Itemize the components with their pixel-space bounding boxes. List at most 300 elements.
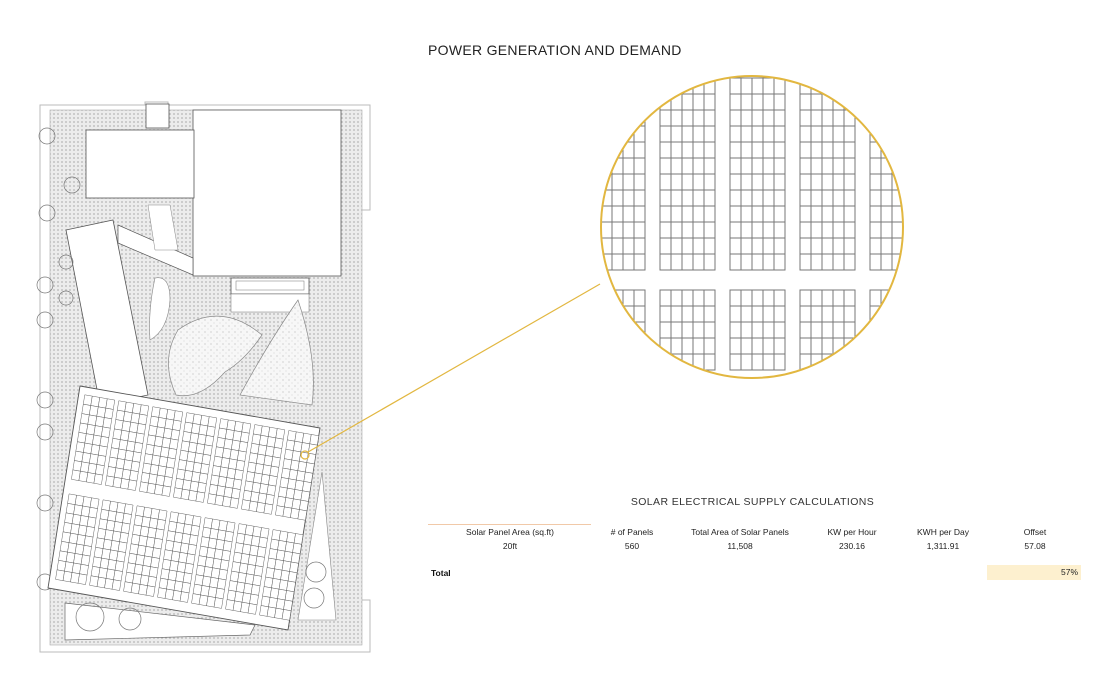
solar-panel-zoomed bbox=[741, 78, 752, 94]
solar-panel-zoomed bbox=[774, 142, 785, 158]
solar-panel-zoomed bbox=[774, 254, 785, 270]
solar-panel-zoomed bbox=[693, 306, 704, 322]
solar-panel-zoomed bbox=[682, 222, 693, 238]
solar-panel-zoomed bbox=[730, 322, 741, 338]
page-title: POWER GENERATION AND DEMAND bbox=[428, 42, 682, 58]
solar-panel-zoomed bbox=[660, 238, 671, 254]
solar-panel-zoomed bbox=[892, 354, 903, 370]
solar-panel-zoomed bbox=[833, 110, 844, 126]
solar-panel-zoomed bbox=[693, 238, 704, 254]
solar-panel-zoomed bbox=[833, 354, 844, 370]
solar-panel-zoomed bbox=[774, 322, 785, 338]
solar-panel-zoomed bbox=[741, 206, 752, 222]
column-panel-area bbox=[430, 525, 590, 553]
solar-panel-zoomed bbox=[741, 190, 752, 206]
solar-panel-zoomed bbox=[811, 142, 822, 158]
solar-panel-zoomed bbox=[704, 206, 715, 222]
solar-panel-zoomed bbox=[892, 110, 903, 126]
column-header: Offset bbox=[1023, 527, 1047, 537]
solar-panel-zoomed bbox=[914, 238, 925, 254]
solar-panel-zoomed bbox=[590, 142, 601, 158]
solar-panel-zoomed bbox=[914, 290, 925, 306]
solar-panel-zoomed bbox=[763, 142, 774, 158]
solar-panel-zoomed bbox=[601, 222, 612, 238]
solar-panel-zoomed bbox=[800, 174, 811, 190]
solar-panel-zoomed bbox=[752, 354, 763, 370]
solar-panel-zoomed bbox=[741, 142, 752, 158]
solar-panel-zoomed bbox=[881, 174, 892, 190]
solar-panel-zoomed bbox=[634, 206, 645, 222]
solar-panel-zoomed bbox=[660, 206, 671, 222]
solar-panel-zoomed bbox=[704, 126, 715, 142]
solar-panel-zoomed bbox=[730, 222, 741, 238]
solar-panel-zoomed bbox=[704, 174, 715, 190]
solar-panel-zoomed bbox=[800, 142, 811, 158]
solar-panel-zoomed bbox=[590, 174, 601, 190]
solar-panel-zoomed bbox=[892, 322, 903, 338]
solar-panel-zoomed bbox=[612, 126, 623, 142]
solar-panel-zoomed bbox=[822, 338, 833, 354]
solar-panel-zoomed bbox=[870, 338, 881, 354]
calc-table-title: SOLAR ELECTRICAL SUPPLY CALCULATIONS bbox=[630, 496, 875, 508]
solar-panel-zoomed bbox=[870, 238, 881, 254]
solar-panel-zoomed bbox=[704, 158, 715, 174]
solar-panel-zoomed bbox=[752, 158, 763, 174]
solar-panel-zoomed bbox=[800, 190, 811, 206]
solar-panel-zoomed bbox=[660, 78, 671, 94]
solar-panel-zoomed bbox=[800, 110, 811, 126]
solar-panel-zoomed bbox=[870, 206, 881, 222]
column-value: 1,311.91 bbox=[926, 541, 960, 551]
solar-panel-zoomed bbox=[822, 306, 833, 322]
solar-panel-zoomed bbox=[903, 158, 914, 174]
solar-panel-zoomed bbox=[601, 290, 612, 306]
solar-panel-zoomed bbox=[914, 338, 925, 354]
solar-panel-zoomed bbox=[741, 254, 752, 270]
solar-panel-zoomed bbox=[693, 190, 704, 206]
solar-panel-zoomed bbox=[693, 126, 704, 142]
solar-panel-zoomed bbox=[634, 254, 645, 270]
solar-panel-zoomed bbox=[590, 254, 601, 270]
solar-panel-zoomed bbox=[763, 222, 774, 238]
column-value: 230.16 bbox=[839, 541, 865, 551]
solar-panel-zoomed bbox=[914, 158, 925, 174]
solar-panel-zoomed bbox=[660, 354, 671, 370]
solar-panel-zoomed bbox=[844, 174, 855, 190]
solar-panel-zoomed bbox=[693, 254, 704, 270]
solar-panel-zoomed bbox=[671, 174, 682, 190]
solar-panel-zoomed bbox=[903, 94, 914, 110]
solar-panel-zoomed bbox=[903, 142, 914, 158]
column-total-area bbox=[675, 525, 805, 553]
solar-panel-zoomed bbox=[741, 322, 752, 338]
solar-panel-zoomed bbox=[833, 322, 844, 338]
solar-panel-zoomed bbox=[601, 158, 612, 174]
solar-panel-zoomed bbox=[741, 126, 752, 142]
solar-panel-zoomed bbox=[612, 322, 623, 338]
solar-panel-zoomed bbox=[682, 290, 693, 306]
solar-panel-zoomed bbox=[704, 354, 715, 370]
solar-panel-zoomed bbox=[741, 174, 752, 190]
solar-panel-zoomed bbox=[914, 78, 925, 94]
solar-panel-zoomed bbox=[844, 142, 855, 158]
solar-panel-zoomed bbox=[774, 222, 785, 238]
solar-panel-zoomed bbox=[671, 126, 682, 142]
solar-panel-zoomed bbox=[903, 78, 914, 94]
solar-panel-zoomed bbox=[811, 174, 822, 190]
solar-panel-zoomed bbox=[870, 354, 881, 370]
solar-panel-zoomed bbox=[763, 290, 774, 306]
solar-panel-zoomed bbox=[634, 238, 645, 254]
solar-panel-zoomed bbox=[774, 306, 785, 322]
solar-panel-zoomed bbox=[822, 142, 833, 158]
solar-panel-zoomed bbox=[741, 354, 752, 370]
solar-panel-zoomed bbox=[693, 94, 704, 110]
solar-panel-zoomed bbox=[671, 206, 682, 222]
solar-panel-zoomed bbox=[763, 338, 774, 354]
solar-panel-zoomed bbox=[634, 110, 645, 126]
solar-panel-zoomed bbox=[844, 254, 855, 270]
solar-panel-zoomed bbox=[892, 222, 903, 238]
solar-panel-zoomed bbox=[870, 222, 881, 238]
solar-panel-zoomed bbox=[822, 78, 833, 94]
solar-panel-zoomed bbox=[800, 338, 811, 354]
solar-panel-zoomed bbox=[671, 142, 682, 158]
solar-panel-zoomed bbox=[704, 222, 715, 238]
solar-panel-zoomed bbox=[844, 190, 855, 206]
solar-panel-zoomed bbox=[822, 190, 833, 206]
solar-panel-zoomed bbox=[601, 94, 612, 110]
solar-panel-zoomed bbox=[774, 174, 785, 190]
solar-panel-zoomed bbox=[752, 238, 763, 254]
solar-panel-zoomed bbox=[671, 158, 682, 174]
solar-panel-zoomed bbox=[693, 110, 704, 126]
solar-panel-zoomed bbox=[623, 78, 634, 94]
solar-panel-zoomed bbox=[763, 94, 774, 110]
solar-panel-zoomed bbox=[634, 290, 645, 306]
solar-panel-zoomed bbox=[903, 190, 914, 206]
solar-panel-zoomed bbox=[763, 238, 774, 254]
solar-panel-zoomed bbox=[752, 190, 763, 206]
solar-panel-zoomed bbox=[881, 110, 892, 126]
solar-panel-zoomed bbox=[774, 126, 785, 142]
solar-panel-zoomed bbox=[870, 110, 881, 126]
solar-panel-zoomed bbox=[914, 174, 925, 190]
solar-panel-zoomed bbox=[914, 110, 925, 126]
solar-panel-zoomed bbox=[752, 254, 763, 270]
solar-panel-zoomed bbox=[844, 206, 855, 222]
solar-panel-zoomed bbox=[634, 306, 645, 322]
solar-panel-zoomed bbox=[914, 306, 925, 322]
solar-panel-zoomed bbox=[660, 254, 671, 270]
solar-panel-zoomed bbox=[612, 222, 623, 238]
solar-panel-zoomed bbox=[811, 322, 822, 338]
solar-panel-zoomed bbox=[601, 322, 612, 338]
column-value: 11,508 bbox=[727, 541, 753, 551]
solar-panel-zoomed bbox=[811, 222, 822, 238]
solar-panel-zoomed bbox=[741, 306, 752, 322]
solar-panel-zoomed bbox=[800, 322, 811, 338]
solar-panel-zoomed bbox=[833, 306, 844, 322]
column-offset bbox=[995, 525, 1075, 553]
solar-panel-zoomed bbox=[601, 354, 612, 370]
solar-panel-zoomed bbox=[704, 142, 715, 158]
solar-panel-zoomed bbox=[741, 94, 752, 110]
solar-panel-zoomed bbox=[623, 94, 634, 110]
solar-panel-zoomed bbox=[671, 110, 682, 126]
solar-panel-zoomed bbox=[590, 306, 601, 322]
solar-panel-zoomed bbox=[763, 306, 774, 322]
solar-panel-zoomed bbox=[763, 254, 774, 270]
solar-panel-zoomed bbox=[752, 94, 763, 110]
solar-panel-zoomed bbox=[800, 238, 811, 254]
solar-panel-zoomed bbox=[730, 290, 741, 306]
solar-panel-zoomed bbox=[741, 338, 752, 354]
solar-panel-zoomed bbox=[914, 322, 925, 338]
solar-panel-zoomed bbox=[671, 290, 682, 306]
solar-panel-zoomed bbox=[730, 306, 741, 322]
solar-panel-zoomed bbox=[634, 158, 645, 174]
solar-panel-zoomed bbox=[590, 190, 601, 206]
solar-panel-zoomed bbox=[601, 126, 612, 142]
solar-panel-zoomed bbox=[800, 94, 811, 110]
solar-panel-zoomed bbox=[881, 94, 892, 110]
solar-panel-zoomed bbox=[623, 174, 634, 190]
solar-panel-zoomed bbox=[671, 306, 682, 322]
solar-panel-zoomed bbox=[811, 206, 822, 222]
solar-panel-zoomed bbox=[844, 290, 855, 306]
solar-panel-zoomed bbox=[914, 94, 925, 110]
solar-panel-zoomed bbox=[590, 126, 601, 142]
solar-panel-zoomed bbox=[612, 190, 623, 206]
solar-panel-zoomed bbox=[660, 222, 671, 238]
solar-panel-zoomed bbox=[704, 254, 715, 270]
solar-panel-zoomed bbox=[811, 338, 822, 354]
solar-panel-zoomed bbox=[682, 206, 693, 222]
solar-panel-zoomed bbox=[774, 354, 785, 370]
solar-panel-zoomed bbox=[634, 142, 645, 158]
solar-panel-zoomed bbox=[660, 322, 671, 338]
solar-panel-zoomed bbox=[704, 306, 715, 322]
solar-panel-zoomed bbox=[881, 222, 892, 238]
solar-panel-zoomed bbox=[774, 338, 785, 354]
solar-panel-zoomed bbox=[693, 206, 704, 222]
solar-panel-zoomed bbox=[822, 222, 833, 238]
solar-panel-zoomed bbox=[752, 222, 763, 238]
solar-panel-zoomed bbox=[903, 254, 914, 270]
solar-panel-zoomed bbox=[881, 78, 892, 94]
solar-panel-zoomed bbox=[881, 306, 892, 322]
solar-panel-zoomed bbox=[590, 206, 601, 222]
solar-panel-zoomed bbox=[671, 222, 682, 238]
column-value: 560 bbox=[624, 541, 640, 551]
solar-panel-zoomed bbox=[752, 126, 763, 142]
solar-panel-zoomed bbox=[833, 238, 844, 254]
solar-panel-zoomed bbox=[811, 290, 822, 306]
solar-panel-zoomed bbox=[704, 238, 715, 254]
solar-panel-zoomed bbox=[903, 222, 914, 238]
solar-panel-zoomed bbox=[844, 158, 855, 174]
solar-panel-zoomed bbox=[730, 94, 741, 110]
solar-panel-zoomed bbox=[741, 290, 752, 306]
solar-panel-zoomed bbox=[660, 290, 671, 306]
solar-panel-zoomed bbox=[612, 238, 623, 254]
solar-panel-zoomed bbox=[870, 190, 881, 206]
solar-panel-zoomed bbox=[612, 206, 623, 222]
solar-panel-zoomed bbox=[660, 190, 671, 206]
solar-panel-zoomed bbox=[730, 78, 741, 94]
solar-panel-zoomed bbox=[811, 254, 822, 270]
solar-panel-zoomed bbox=[881, 354, 892, 370]
solar-panel-zoomed bbox=[903, 322, 914, 338]
solar-panel-zoomed bbox=[660, 142, 671, 158]
solar-panel-zoomed bbox=[903, 238, 914, 254]
solar-panel-zoomed bbox=[590, 78, 601, 94]
column-value: 57.08 bbox=[1024, 541, 1046, 551]
solar-panel-zoomed bbox=[693, 142, 704, 158]
solar-panel-zoomed bbox=[590, 158, 601, 174]
solar-panel-zoomed bbox=[704, 110, 715, 126]
solar-panel-zoomed bbox=[623, 110, 634, 126]
solar-panel-zoomed bbox=[623, 290, 634, 306]
solar-panel-zoomed bbox=[612, 94, 623, 110]
total-label: Total bbox=[431, 568, 451, 578]
solar-panel-zoomed bbox=[903, 306, 914, 322]
solar-panel-zoomed bbox=[774, 206, 785, 222]
solar-panel-zoomed bbox=[833, 290, 844, 306]
solar-panel-zoomed bbox=[590, 338, 601, 354]
solar-panel-zoomed bbox=[730, 158, 741, 174]
column-kwh-day bbox=[898, 525, 988, 553]
total-value: 57% bbox=[987, 565, 1081, 580]
solar-panel-zoomed bbox=[774, 158, 785, 174]
solar-panel-zoomed bbox=[870, 254, 881, 270]
solar-panel-zoomed bbox=[612, 306, 623, 322]
solar-panel-zoomed bbox=[730, 190, 741, 206]
solar-panel-zoomed bbox=[590, 322, 601, 338]
solar-panel-zoomed bbox=[800, 158, 811, 174]
solar-panel-zoomed bbox=[833, 78, 844, 94]
solar-panel-zoomed bbox=[693, 222, 704, 238]
solar-panel-zoomed bbox=[612, 78, 623, 94]
solar-panel-zoomed bbox=[774, 290, 785, 306]
solar-panel-zoomed bbox=[730, 254, 741, 270]
solar-panel-zoomed bbox=[833, 190, 844, 206]
solar-panel-zoomed bbox=[822, 322, 833, 338]
solar-panel-zoomed bbox=[870, 158, 881, 174]
solar-panel-zoomed bbox=[741, 158, 752, 174]
solar-panel-zoomed bbox=[844, 322, 855, 338]
solar-panel-zoomed bbox=[601, 110, 612, 126]
solar-panel-zoomed bbox=[811, 126, 822, 142]
solar-panel-zoomed bbox=[881, 238, 892, 254]
solar-panel-zoomed bbox=[833, 174, 844, 190]
solar-panel-zoomed bbox=[881, 126, 892, 142]
solar-panel-zoomed bbox=[634, 190, 645, 206]
solar-panel-zoomed bbox=[660, 306, 671, 322]
solar-panel-zoomed bbox=[704, 322, 715, 338]
solar-panel-zoomed bbox=[833, 142, 844, 158]
column-header: KW per Hour bbox=[827, 527, 877, 537]
solar-panel-zoomed bbox=[730, 126, 741, 142]
solar-panel-zoomed bbox=[822, 254, 833, 270]
solar-panel-zoomed bbox=[741, 222, 752, 238]
column-header: Total Area of Solar Panels bbox=[691, 527, 789, 537]
solar-panel-zoomed bbox=[752, 338, 763, 354]
solar-panel-zoomed bbox=[634, 94, 645, 110]
solar-panel-zoomed bbox=[903, 206, 914, 222]
solar-panel-zoomed bbox=[623, 190, 634, 206]
solar-panel-zoomed bbox=[914, 190, 925, 206]
solar-panel-zoomed bbox=[833, 222, 844, 238]
solar-panel-zoomed bbox=[704, 190, 715, 206]
solar-panel-zoomed bbox=[682, 238, 693, 254]
solar-panel-zoomed bbox=[822, 126, 833, 142]
solar-panel-zoomed bbox=[892, 338, 903, 354]
solar-panel-zoomed bbox=[892, 158, 903, 174]
solar-panel-zoomed bbox=[763, 206, 774, 222]
solar-panel-zoomed bbox=[590, 110, 601, 126]
solar-panel-zoomed bbox=[800, 306, 811, 322]
solar-panel-zoomed bbox=[763, 78, 774, 94]
solar-panel-zoomed bbox=[612, 338, 623, 354]
solar-panel-zoomed bbox=[774, 238, 785, 254]
solar-panel-zoomed bbox=[844, 78, 855, 94]
solar-panel-zoomed bbox=[892, 94, 903, 110]
solar-panel-zoomed bbox=[693, 174, 704, 190]
solar-panel-zoomed bbox=[623, 238, 634, 254]
solar-panel-zoomed bbox=[763, 126, 774, 142]
solar-panel-zoomed bbox=[693, 290, 704, 306]
solar-panel-zoomed bbox=[682, 158, 693, 174]
solar-panel-zoomed bbox=[903, 174, 914, 190]
solar-panel-zoomed bbox=[682, 142, 693, 158]
solar-panel-zoomed bbox=[752, 142, 763, 158]
solar-panel-zoomed bbox=[833, 126, 844, 142]
solar-panel-zoomed bbox=[660, 110, 671, 126]
solar-panel-zoomed bbox=[774, 94, 785, 110]
solar-panel-zoomed bbox=[693, 322, 704, 338]
solar-panel-zoomed bbox=[892, 142, 903, 158]
solar-panel-zoomed bbox=[892, 306, 903, 322]
solar-panel-zoomed bbox=[682, 338, 693, 354]
solar-panel-zoomed bbox=[623, 222, 634, 238]
solar-panel-zoomed bbox=[634, 126, 645, 142]
solar-panel-zoomed bbox=[752, 206, 763, 222]
solar-panel-zoomed bbox=[601, 338, 612, 354]
solar-panel-zoomed bbox=[634, 78, 645, 94]
solar-panel-zoomed bbox=[822, 206, 833, 222]
solar-panel-zoomed bbox=[660, 94, 671, 110]
solar-panel-zoomed bbox=[811, 306, 822, 322]
solar-panel-zoomed bbox=[612, 254, 623, 270]
solar-panel-zoomed bbox=[752, 306, 763, 322]
solar-panel-zoomed bbox=[844, 222, 855, 238]
solar-panel-zoomed bbox=[752, 290, 763, 306]
solar-panel-zoomed bbox=[671, 254, 682, 270]
solar-panel-zoomed bbox=[903, 110, 914, 126]
solar-panel-zoomed bbox=[623, 158, 634, 174]
solar-panel-zoomed bbox=[774, 190, 785, 206]
solar-panel-zoomed bbox=[752, 110, 763, 126]
solar-panel-zoomed bbox=[682, 322, 693, 338]
solar-panel-zoomed bbox=[811, 190, 822, 206]
solar-panel-zoomed bbox=[870, 322, 881, 338]
solar-panel-zoomed bbox=[671, 78, 682, 94]
solar-panel-zoomed bbox=[660, 158, 671, 174]
solar-panel-zoomed bbox=[914, 126, 925, 142]
solar-panel-zoomed bbox=[844, 306, 855, 322]
